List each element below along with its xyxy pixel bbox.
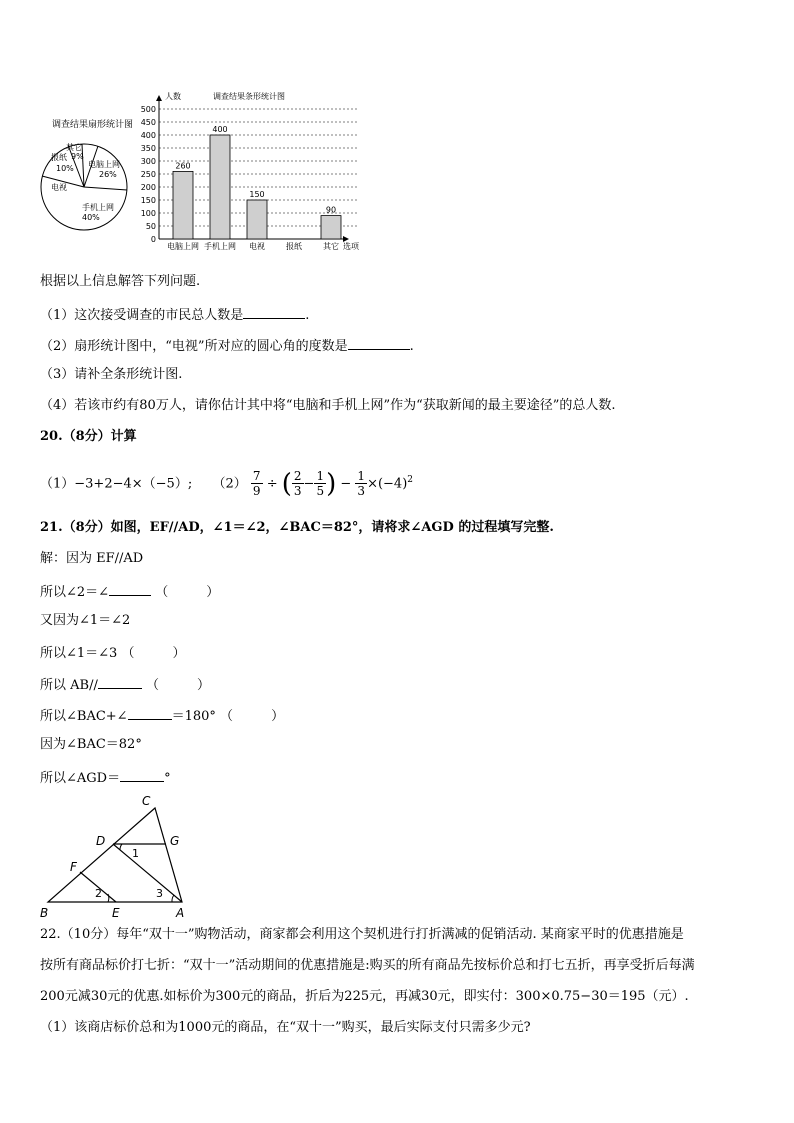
x-tick-label: 电脑上网	[167, 242, 199, 251]
q21-line6	[40, 705, 284, 726]
segment-ad	[113, 844, 182, 902]
q21-line8	[40, 767, 171, 788]
pie-chart-title: 调查结果扇形统计图	[52, 120, 134, 130]
y-tick-label: 300	[140, 157, 156, 166]
point-label-g: G	[170, 834, 180, 848]
y-axis-arrow	[156, 95, 162, 101]
reason-blank[interactable]	[134, 643, 172, 657]
answer-blank[interactable]	[348, 335, 410, 350]
q21-line5	[40, 674, 210, 695]
reason-paren-open: （	[220, 709, 234, 724]
fraction: $\frac{1}{3}$	[357, 469, 366, 499]
times-term: ×(−4)	[367, 476, 408, 492]
y-tick-label: 450	[140, 118, 156, 127]
bar	[173, 171, 193, 239]
reason-paren-open: （	[121, 646, 135, 661]
minus-sign: −	[340, 476, 352, 492]
angle1-arc	[120, 844, 122, 850]
bar	[210, 135, 230, 239]
q20-part1: （1）−3+2−4×（−5）;	[40, 476, 193, 492]
fraction: $\frac{1}{5}$	[316, 469, 325, 499]
y-tick-label: 500	[140, 105, 156, 114]
q19-part2-text: （2）扇形统计图中，“电视”所对应的圆心角的度数是	[40, 339, 348, 354]
bar-value-label: 90	[325, 205, 337, 215]
reason-paren-close: ）	[172, 646, 186, 661]
reason-paren-close: ）	[271, 709, 285, 724]
paren-right: )	[326, 468, 337, 499]
x-tick-label: 其它	[323, 242, 339, 251]
angle-label-2: 2	[95, 887, 102, 900]
y-tick-label: 150	[140, 196, 156, 205]
q21-line6-text: 所以∠BAC+∠	[40, 709, 128, 724]
period: .	[409, 339, 414, 354]
answer-blank[interactable]	[109, 581, 151, 596]
bar-chart	[125, 88, 370, 253]
q21-line8-text: 所以∠AGD＝	[40, 771, 121, 786]
point-label-f: F	[70, 860, 77, 874]
q21-line4	[40, 643, 186, 663]
q19-part3: （3）请补全条形统计图.	[40, 367, 183, 382]
bar-value-label: 260	[175, 161, 191, 171]
reason-blank[interactable]	[233, 706, 271, 720]
x-tick-label: 手机上网	[204, 242, 236, 251]
fraction: $\frac{7}{9}$	[252, 469, 261, 499]
point-label-e: E	[112, 906, 120, 920]
answer-blank[interactable]	[128, 705, 172, 720]
q21-line6-tail: ＝180°	[171, 709, 216, 724]
q19-part2	[40, 335, 414, 356]
pie-percent-newspaper: 10%	[56, 164, 74, 173]
reason-paren-open: （	[155, 585, 169, 600]
q19-intro: 根据以上信息解答下列问题.	[40, 274, 201, 289]
q19-part4: （4）若该市约有80万人，请你估计其中将“电脑和手机上网”作为“获取新闻的最主要途径”的总人数.	[40, 398, 616, 413]
angle-label-3: 3	[156, 887, 163, 900]
exponent: 2	[407, 475, 413, 485]
pie-label-tv: 电视	[51, 183, 67, 192]
q22-line4: （1）该商店标价总和为1000元的商品，在“双十一”购买，最后实际支付只需多少元?	[40, 1020, 531, 1035]
answer-blank[interactable]	[120, 767, 164, 782]
pie-percent-computer: 26%	[99, 170, 117, 179]
point-label-d: D	[96, 834, 106, 848]
triangle-figure	[34, 790, 204, 922]
y-tick-label: 0	[150, 235, 156, 244]
degree-sign: °	[164, 771, 171, 786]
q21-line7: 因为∠BAC＝82°	[40, 737, 142, 752]
y-tick-label: 100	[140, 209, 156, 218]
pie-label-extra: 9%	[71, 152, 84, 161]
reason-blank[interactable]	[159, 675, 197, 689]
bar-chart-title: 调查结果条形统计图	[213, 92, 285, 101]
q22-line3: 200元减30元的优惠.如标价为300元的商品，折后为225元，再减30元，即实付：300×0.75−30＝195（元）.	[40, 989, 689, 1004]
x-axis-label: 选项	[343, 242, 359, 251]
q21-line2	[40, 581, 219, 602]
q21-line1: 解：因为 EF//AD	[40, 551, 144, 566]
pie-percent-mobile: 40%	[82, 213, 100, 222]
q21-line3: 又因为∠1＝∠2	[40, 613, 131, 628]
reason-paren-open: （	[145, 678, 159, 693]
pie-divider	[84, 187, 127, 190]
q20-part2-label: （2）	[212, 476, 247, 492]
pie-label-newspaper: 报纸	[51, 153, 67, 162]
q21-line2-text: 所以∠2＝∠	[40, 585, 110, 600]
y-tick-label: 400	[140, 131, 156, 140]
point-label-b: B	[40, 906, 49, 920]
y-tick-label: 350	[140, 144, 156, 153]
bar	[247, 200, 267, 239]
bar-value-label: 400	[212, 125, 228, 134]
pie-label-computer: 电脑上网	[88, 160, 120, 169]
y-axis-label: 人数	[165, 92, 181, 101]
fraction: $\frac{2}{3}$	[293, 469, 302, 499]
q21-heading: 21.（8分）如图，EF//AD，∠1＝∠2，∠BAC＝82°，请将求∠AGD 的过程填写完整.	[40, 520, 554, 535]
answer-blank[interactable]	[98, 674, 142, 689]
pie-label-mobile: 手机上网	[82, 203, 114, 212]
divide-sign: ÷	[266, 476, 278, 492]
q20-heading: 20.（8分）计算	[40, 429, 137, 444]
point-label-a: A	[176, 906, 185, 920]
pie-chart	[38, 112, 138, 232]
minus-sign: −	[303, 476, 315, 492]
pie-divider	[82, 144, 84, 187]
angle3-arc	[172, 895, 174, 902]
y-tick-label: 50	[145, 222, 156, 231]
y-tick-label: 200	[140, 183, 156, 192]
x-tick-label: 电视	[249, 242, 265, 251]
q20-expression	[40, 460, 413, 500]
y-tick-label: 250	[140, 170, 156, 179]
bar-value-label: 150	[249, 190, 265, 199]
q21-line5-text: 所以 AB//	[40, 678, 98, 693]
paren-left: (	[281, 468, 292, 499]
q22-line2: 按所有商品标价打七折：“双十一”活动期间的优惠措施是:购买的所有商品先按标价总和打七五折，再享受折后每满	[40, 958, 695, 973]
q22-line1: 22.（10分）每年“双十一”购物活动，商家都会利用这个契机进行打折满减的促销活动. 某商家平时的优惠措施是	[40, 927, 684, 942]
q19-part1-text: （1）这次接受调查的市民总人数是	[40, 308, 244, 323]
angle-label-1: 1	[132, 847, 139, 860]
bar	[321, 216, 341, 239]
reason-paren-close: ）	[206, 585, 220, 600]
angle2-arc	[108, 894, 109, 902]
x-tick-label: 报纸	[286, 242, 302, 251]
q21-line4-text: 所以∠1＝∠3	[40, 646, 118, 661]
point-label-c: C	[142, 794, 151, 808]
pie-label-other: 其它	[66, 143, 82, 152]
reason-blank[interactable]	[168, 582, 206, 596]
q19-part1	[40, 304, 309, 325]
answer-blank[interactable]	[243, 304, 305, 319]
reason-paren-close: ）	[197, 678, 211, 693]
period: .	[305, 308, 310, 323]
